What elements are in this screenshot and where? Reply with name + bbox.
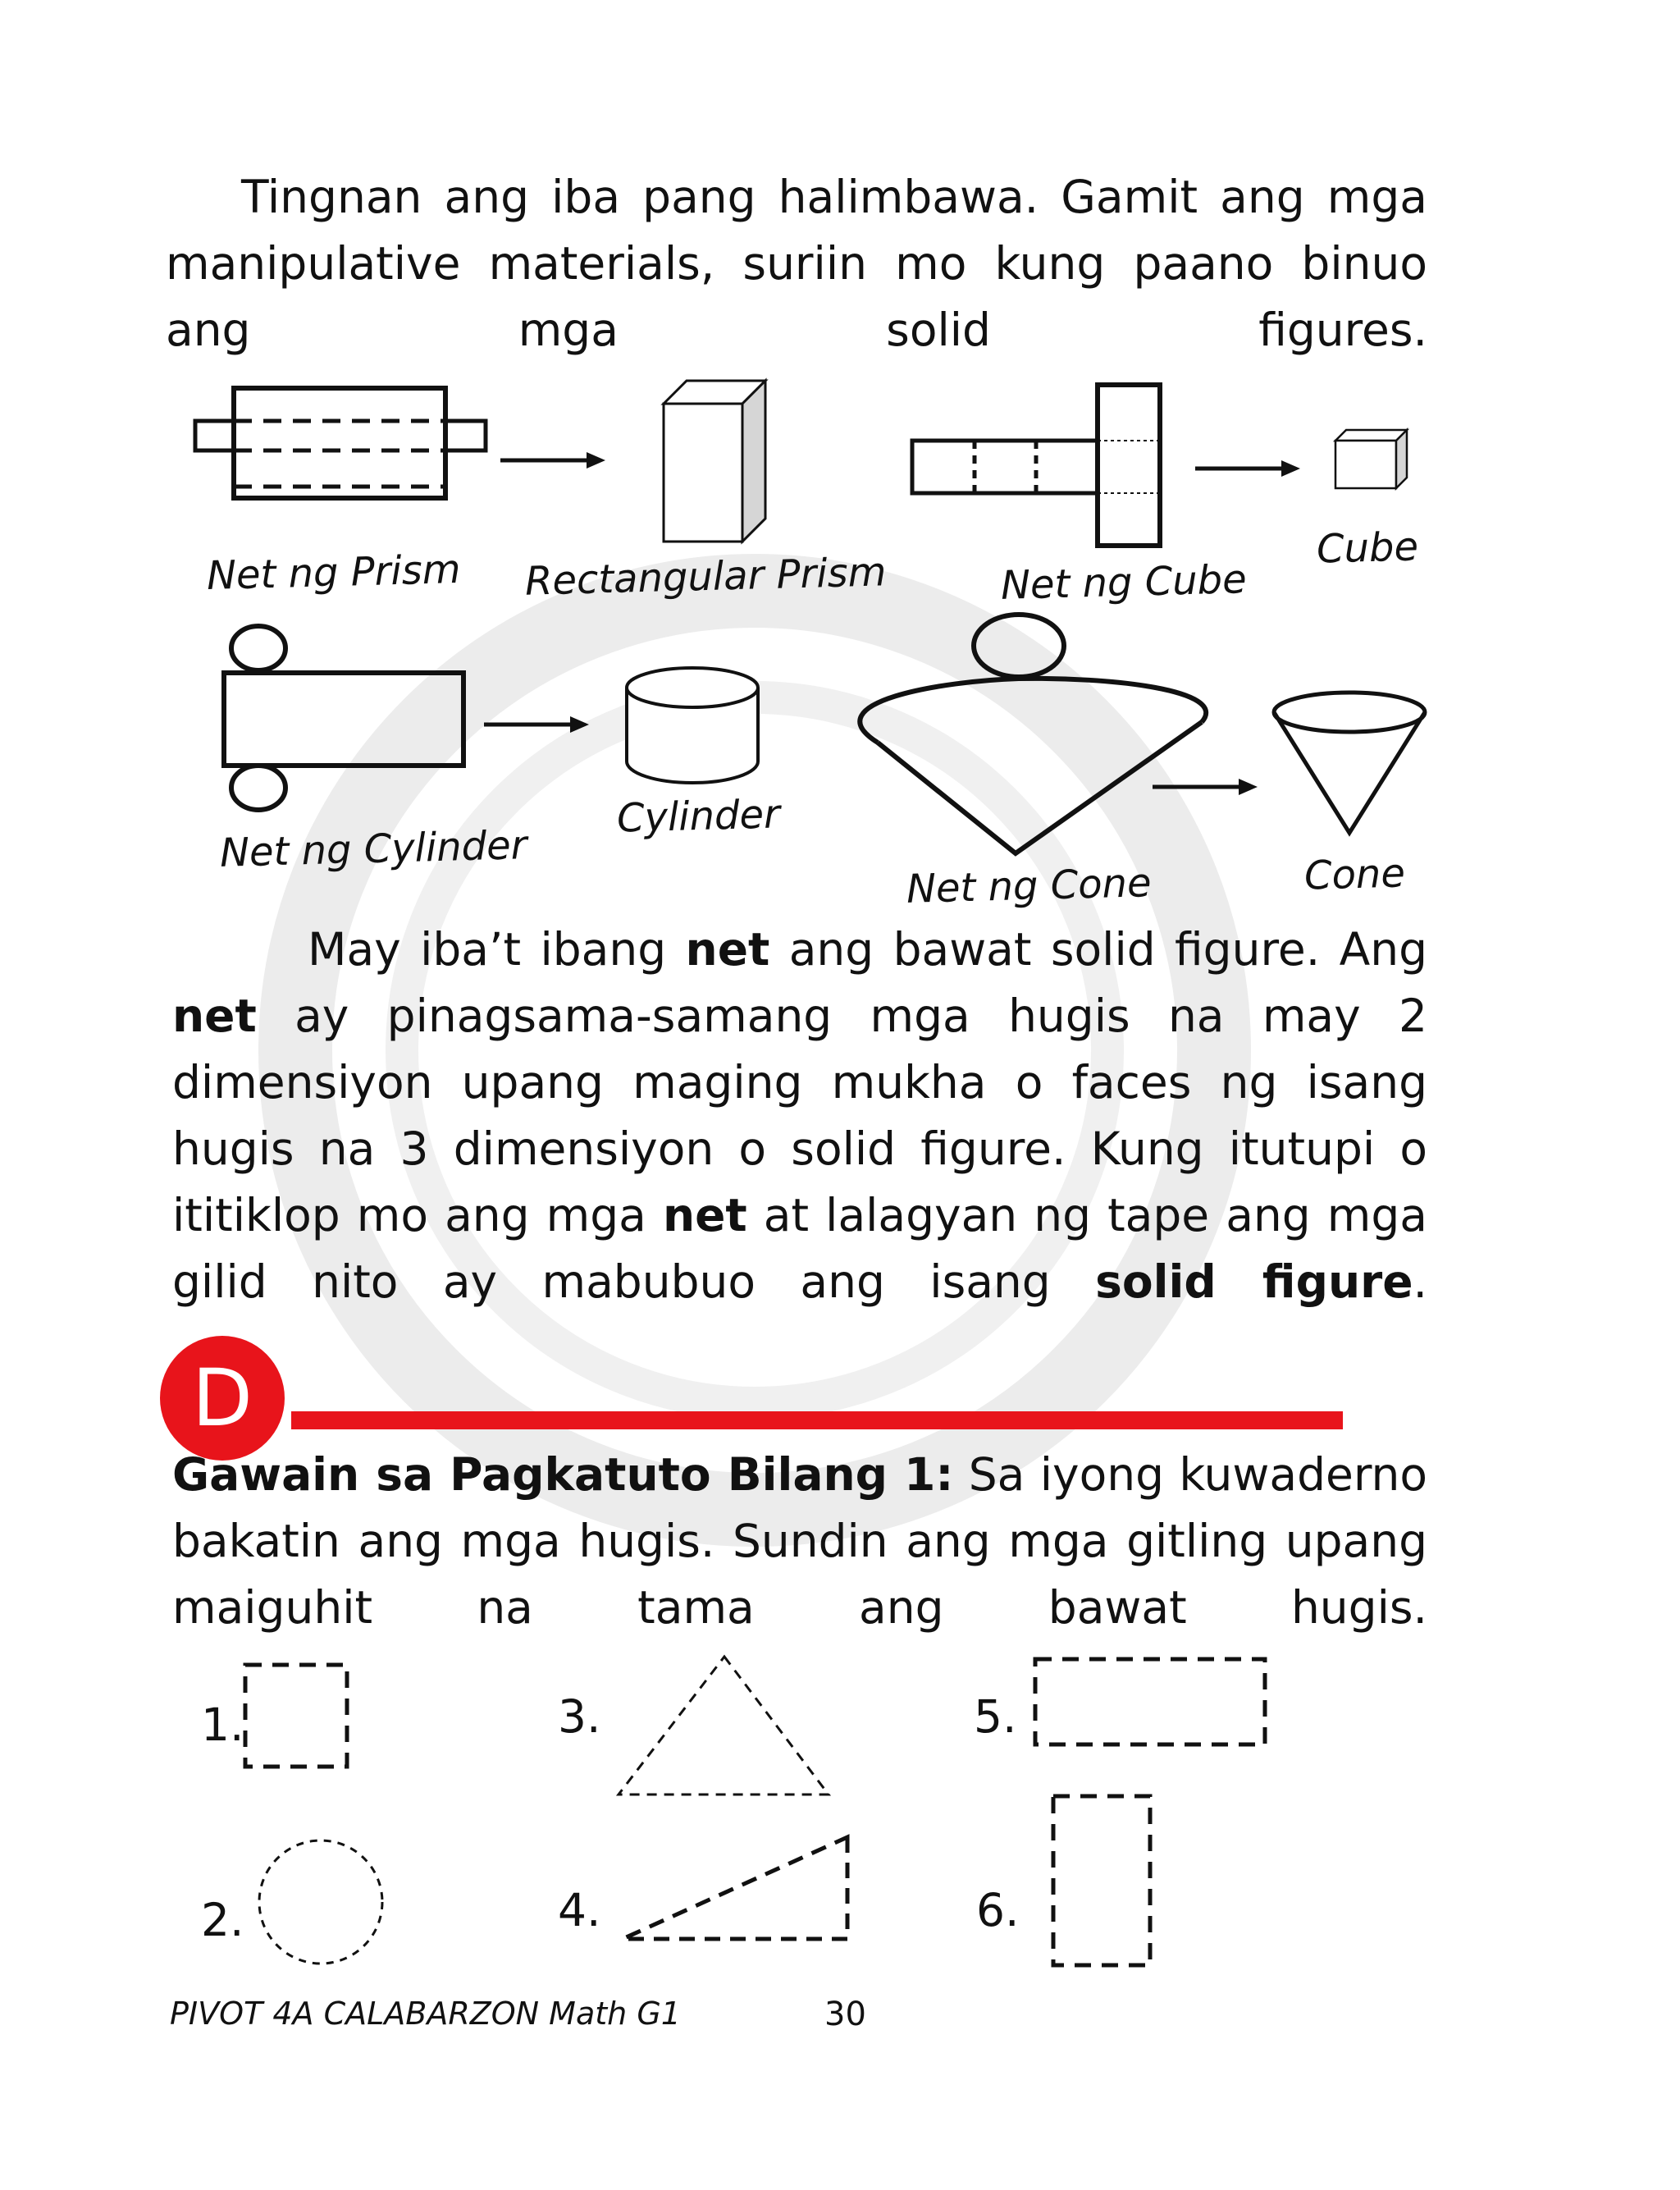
net-cylinder-diagram bbox=[217, 624, 472, 812]
label-net-prism: Net ng Prism bbox=[206, 546, 462, 600]
arrow-prism bbox=[500, 450, 607, 474]
label-cylinder: Cylinder bbox=[616, 791, 781, 842]
dashed-wide-rectangle bbox=[1032, 1656, 1270, 1750]
label-net-cone: Net ng Cone bbox=[906, 860, 1153, 912]
page-number: 30 bbox=[824, 1996, 866, 2033]
exercise-number-6: 6. bbox=[976, 1884, 1020, 1936]
arrow-cone bbox=[1153, 776, 1259, 801]
label-rectangular-prism: Rectangular Prism bbox=[524, 549, 888, 605]
footer-source: PIVOT 4A CALABARZON Math G1 bbox=[170, 1996, 681, 2032]
intro-paragraph: Tingnan ang iba pang halimbawa. Gamit ang mga manipulative materials, suriin mo kung paano binuo ang mga solid figures. bbox=[166, 171, 1427, 356]
exercise-number-2: 2. bbox=[201, 1894, 244, 1946]
label-net-cube: Net ng Cube bbox=[1000, 556, 1248, 609]
dashed-right-triangle bbox=[619, 1834, 853, 1945]
label-cone: Cone bbox=[1303, 850, 1406, 899]
arrow-cylinder bbox=[484, 714, 591, 738]
cylinder-solid bbox=[622, 665, 765, 788]
bold-net-3: net bbox=[662, 1189, 747, 1241]
bold-solid-figure: solid figure bbox=[1095, 1255, 1413, 1308]
section-divider bbox=[291, 1411, 1343, 1429]
exercise-number-1: 1. bbox=[201, 1699, 244, 1751]
activity-title: Gawain sa Pagkatuto Bilang 1: bbox=[172, 1448, 954, 1501]
rectangular-prism-solid bbox=[660, 377, 775, 546]
cone-solid bbox=[1270, 689, 1434, 837]
section-badge: D bbox=[160, 1336, 285, 1461]
arrow-cube bbox=[1195, 458, 1302, 482]
net-cone-diagram bbox=[829, 611, 1206, 857]
net-prism-diagram bbox=[189, 382, 492, 505]
bold-net-2: net bbox=[172, 990, 257, 1042]
label-cube: Cube bbox=[1316, 523, 1419, 573]
dashed-circle bbox=[254, 1838, 390, 1969]
exercise-number-5: 5. bbox=[974, 1690, 1017, 1743]
label-net-cylinder: Net ng Cylinder bbox=[219, 822, 528, 876]
net-cube-diagram bbox=[909, 382, 1163, 550]
bold-net-1: net bbox=[685, 923, 770, 976]
dashed-tall-rectangle bbox=[1050, 1793, 1157, 1969]
exercise-number-4: 4. bbox=[558, 1884, 601, 1936]
activity-instructions: Gawain sa Pagkatuto Bilang 1: Sa iyong kuwaderno bakatin ang mga hugis. Sundin ang mga gitling upang maiguhit na tama ang bawat hugis. bbox=[172, 1448, 1427, 1634]
dashed-triangle bbox=[615, 1653, 833, 1801]
exercise-number-3: 3. bbox=[558, 1690, 601, 1743]
dashed-square bbox=[242, 1662, 353, 1772]
explanation-paragraph: May iba’t ibang net ang bawat solid figure. Ang net ay pinagsama-samang mga hugis na may 2 dimensiyon upang maging mukha o faces ng isang hugis na 3 dimensiyon o solid figure. Kung itutupi o ititiklop mo ang mga net at lalagyan ng tape ang mga gilid nito ay mabubuo ang isang solid figure. bbox=[172, 923, 1428, 1308]
cube-solid bbox=[1333, 427, 1411, 492]
